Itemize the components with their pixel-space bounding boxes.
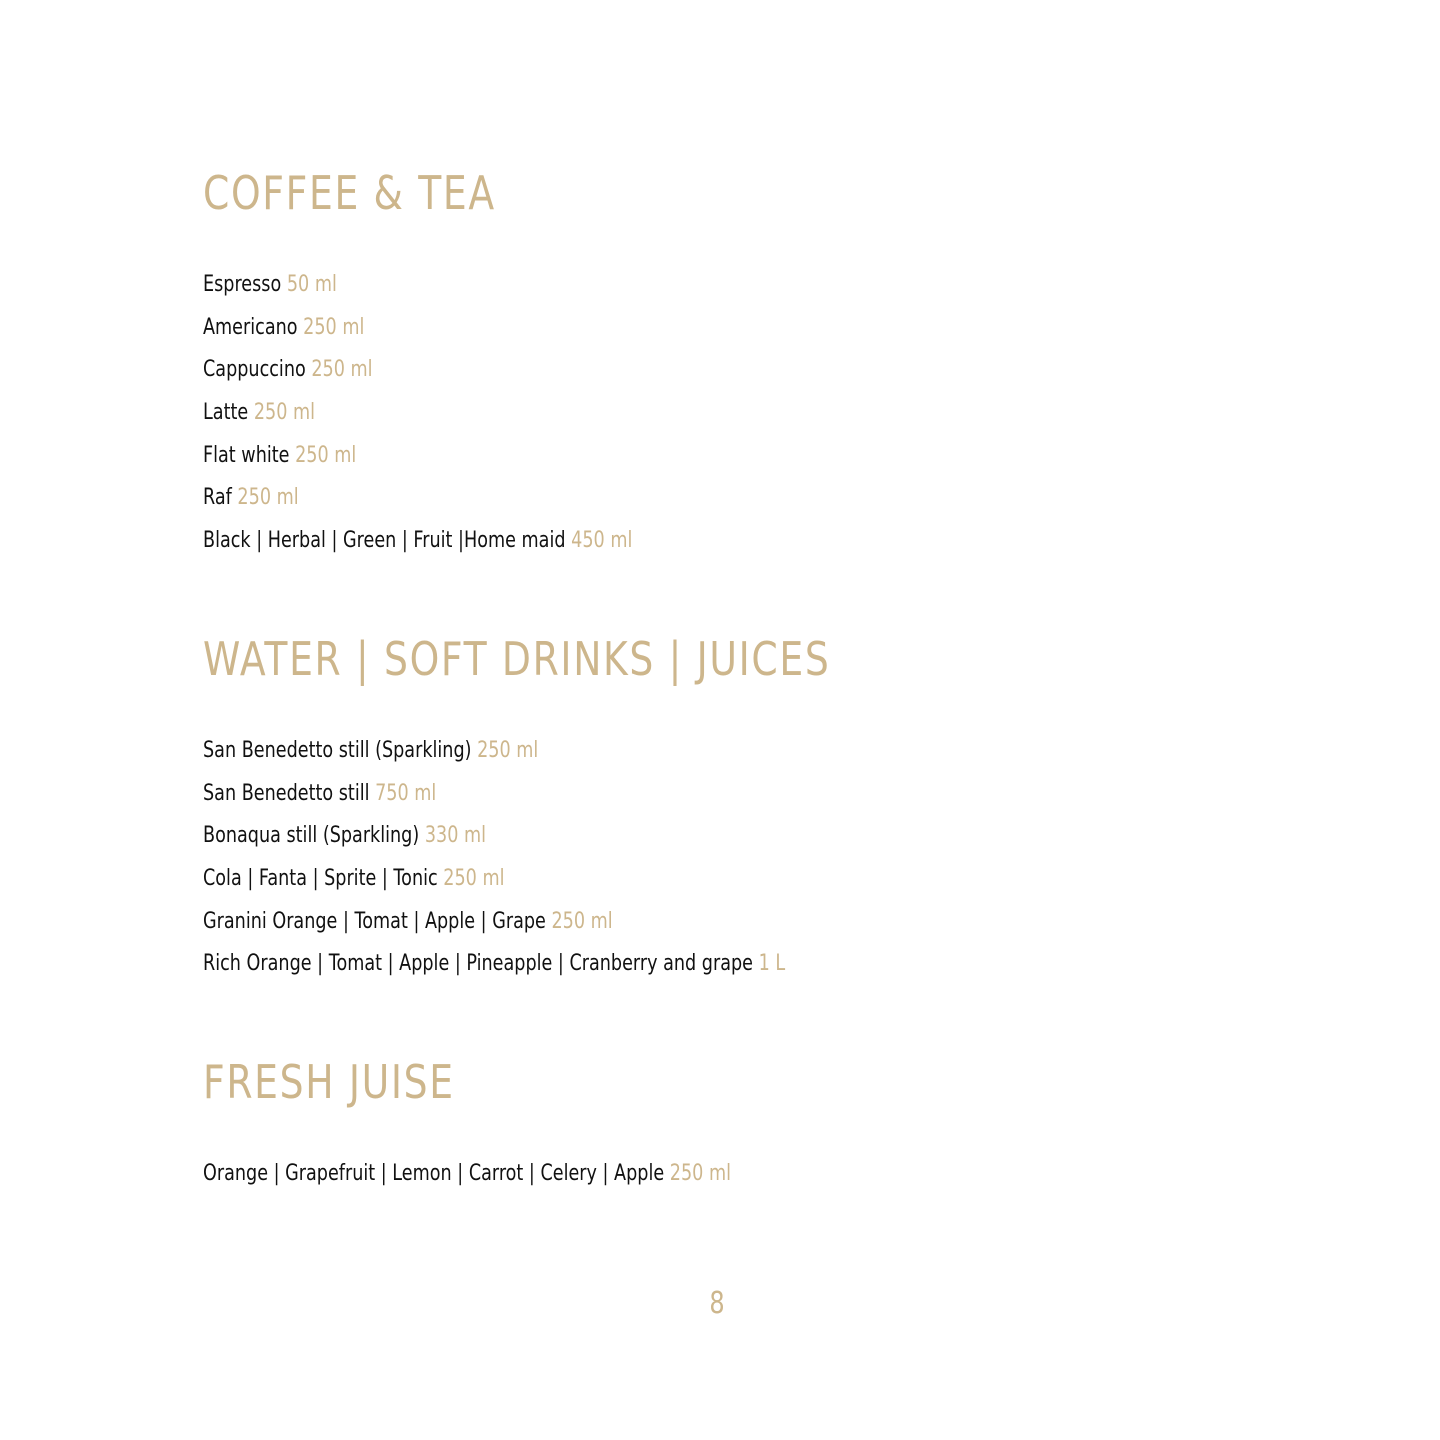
page-number: 8 (709, 1286, 725, 1321)
fresh-juise-list (203, 1158, 863, 1201)
menu-item (203, 1158, 731, 1201)
item-name: Raf (203, 485, 232, 511)
item-name: Orange | Grapefruit | Lemon | Carrot | Celery | Apple (203, 1161, 665, 1186)
item-volume: 330 ml (424, 823, 487, 849)
item-volume: 250 ml (311, 357, 373, 383)
item-name: Americano (203, 314, 298, 340)
item-name: Cappuccino (203, 357, 306, 383)
section-title-fresh-juise: FRESH JUISE (203, 1055, 455, 1109)
section-title-coffee-tea: COFFEE & TEA (203, 166, 496, 220)
item-volume: 1 L (758, 951, 786, 977)
menu-item (203, 269, 632, 312)
item-name: Black | Herbal | Green | Fruit |Home maid (203, 528, 566, 554)
item-volume: 450 ml (571, 528, 633, 554)
menu-item (203, 525, 632, 568)
item-name: Bonaqua still (Sparkling) (203, 823, 420, 849)
menu-item (203, 948, 785, 991)
menu-item (203, 354, 632, 397)
item-volume: 250 ml (551, 908, 613, 934)
menu-item (203, 906, 785, 949)
item-volume: 250 ml (237, 485, 299, 511)
item-volume: 250 ml (443, 866, 505, 892)
item-volume: 750 ml (375, 780, 437, 806)
menu-item (203, 397, 632, 440)
item-name: Latte (203, 400, 249, 426)
menu-item (203, 820, 785, 863)
menu-item (203, 778, 785, 821)
water-soft-drinks-list (203, 735, 931, 991)
item-volume: 250 ml (303, 314, 365, 340)
item-name: Granini Orange | Tomat | Apple | Grape (203, 908, 546, 934)
menu-item (203, 312, 632, 355)
item-volume: 250 ml (669, 1161, 731, 1186)
item-volume: 50 ml (286, 272, 337, 297)
coffee-tea-list (203, 269, 740, 568)
menu-item (203, 482, 632, 525)
menu-item (203, 440, 632, 483)
item-name: Rich Orange | Tomat | Apple | Pineapple | Cranberry and grape (203, 951, 753, 977)
section-title-water-soft-drinks-juices: WATER | SOFT DRINKS | JUICES (203, 632, 831, 686)
item-volume: 250 ml (295, 442, 357, 468)
item-name: Espresso (203, 272, 282, 297)
item-name: Cola | Fanta | Sprite | Tonic (203, 866, 438, 892)
item-name: San Benedetto still (Sparkling) (203, 738, 472, 763)
item-volume: 250 ml (253, 400, 316, 426)
menu-item (203, 735, 785, 778)
item-name: San Benedetto still (203, 780, 370, 806)
menu-item (203, 863, 785, 906)
item-volume: 250 ml (477, 738, 539, 763)
item-name: Flat white (203, 442, 290, 468)
